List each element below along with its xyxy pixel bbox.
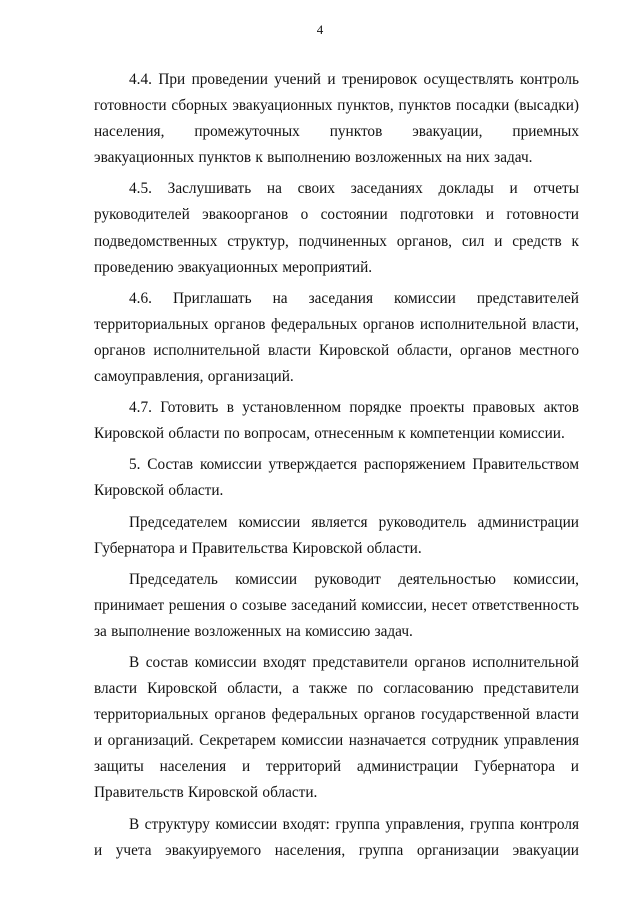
paragraph-4-4: 4.4. При проведении учений и тренировок осуществлять контроль готовности сборных эвакуационных пунктов, пунктов посадки (высадки) населения, промежуточных пунктов эвакуации, приемных эвакуационных пунктов к выполнению возложенных на них задач. (94, 71, 579, 167)
page-number: 4 (316, 22, 324, 37)
paragraph-4-6: 4.6. Приглашать на заседания комиссии представителей территориальных органов федеральных органов исполнительной власти, органов исполнительной власти Кировской области, органов местного самоуправления, организаций. (94, 289, 579, 386)
document-body (94, 67, 579, 864)
paragraph-5: 5. Состав комиссии утверждается распоряжением Правительством Кировской области. (94, 456, 579, 500)
paragraph-commission-structure: В структуру комиссии входят: группа управления, группа контроля и учета эвакуируемого населения, группа организации эвакуации (94, 815, 579, 859)
paragraph-4-5: 4.5. Заслушивать на своих заседаниях доклады и отчеты руководителей эвакоорганов о состоянии подготовки и готовности подведомственных структур, подчиненных органов, сил и средств к проведению эвакуационных мероприятий. (94, 180, 579, 276)
paragraph-chairman-duties: Председатель комиссии руководит деятельностью комиссии, принимает решения о созыве заседаний комиссии, несет ответственность за выполнение возложенных на комиссию задач. (94, 570, 579, 640)
paragraph-4-7: 4.7. Готовить в установленном порядке проекты правовых актов Кировской области по вопросам, отнесенным к компетенции комиссии. (94, 399, 579, 443)
paragraph-chairman: Председателем комиссии является руководитель администрации Губернатора и Правительства Кировской области. (94, 513, 579, 557)
paragraph-commission-members: В состав комиссии входят представители органов исполнительной власти Кировской области, а также по согласованию представители территориальных органов федеральных органов государственной власти и организаций. Секретарем комиссии назначается сотрудник управления защиты населения и территорий администрации Губернатора и Правительств Кировской области. (94, 653, 579, 802)
